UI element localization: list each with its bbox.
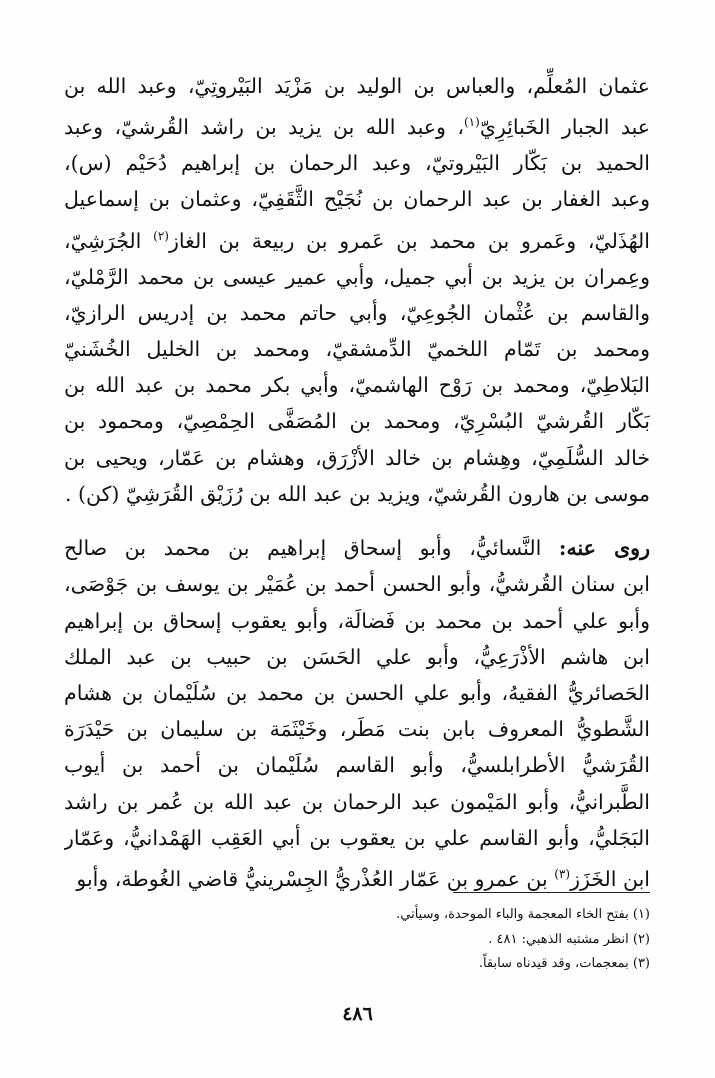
text-line: ومحمد بن تَمّام اللخميّ الدِّمشقيّ، ومحمد بن الخليل الخُشَنيّ (64, 337, 650, 362)
paragraph-teachers (64, 68, 650, 512)
text-line: البَجَليُّ، وأبو القاسم علي بن يعقوب بن أبي العَقِب الهَمْدانيُّ، وعَمّار (64, 825, 650, 850)
text-line: القُرَشيُّ الأطرابلسيُّ، وأبو القاسم سُلَيْمان بن أحمد بن أيوب (64, 753, 650, 778)
footnote-reference: (١) (463, 115, 480, 130)
text-line: بَكّار القُرشيّ البُسْرِيّ، ومحمد بن المُصَفَّى الحِمْصِيّ، ومحمود بن (64, 409, 650, 434)
text-line: الشَّطويُّ المعروف بابن بنت مَطَر، وخَيْثَمَة بن سليمان بن حَيْدَرَة (64, 717, 650, 742)
text-line: الحَصائريُّ الفقيهُ، وأبو علي الحسن بن محمد بن سُلَيْمان بن هشام (64, 680, 650, 705)
text-line: وأبو علي أحمد بن محمد بن فَضالَة، وأبو يعقوب إسحاق بن إبراهيم (64, 608, 650, 633)
text-line: والقاسم بن عُثْمان الجُوعِيّ، وأبي حاتم محمد بن إدريس الرازيّ، (64, 300, 650, 325)
footnote-reference: (٢) (153, 228, 169, 243)
text-segment: عبد الجبار الخَبائِرِيّ (479, 115, 650, 140)
footnote: (٢) انظر مشتبه الذهبي: ٤٨١ . (488, 931, 650, 947)
text-segment: بن عمرو بن عَمّار العُذْريُّ الجِسْرينيُّ قاضي الغُوطة، وأبو (76, 866, 555, 891)
page-number: ٤٨٦ (342, 1003, 373, 1025)
text-segment: ، وعبد الله بن يزيد بن راشد القُرشيّ، وعبد (64, 115, 464, 140)
text-line (64, 530, 650, 566)
text-line: الحميد بن بَكّار البَيْروتيّ، وعبد الرحمان بن إبراهيم دُحَيْم (س)، (64, 151, 650, 176)
text-segment: الهُذَليّ، وعَمرو بن محمد بن عَمرو بن ربيعة بن الغاز (168, 228, 650, 253)
text-line (64, 218, 650, 259)
text-line: خالد السُّلَمِيّ، وهِشام بن خالد الأزْرَق، وهشام بن عَمّار، ويحيى بن (64, 445, 650, 470)
text-line: ابن هاشم الأذْرَعِيُّ، وأبو علي الحَسَن بن حبيب بن عبد الملك (64, 644, 650, 669)
footnote: (٣) بمعجمات، وقد قيدناه سابقاً. (478, 956, 650, 971)
footnotes (260, 903, 650, 977)
footnote-separator (453, 892, 650, 893)
text-line: وعِمران بن يزيد بن أبي جميل، وأبي عمير عيسى بن محمد الرَّمْليّ، (64, 264, 650, 289)
text-line (64, 856, 650, 897)
text-line: ابن سنان القُرشيُّ، وأبو الحسن أحمد بن عُمَيْر بن يوسف بن جَوْصَى، (64, 572, 650, 597)
footnote: (١) بفتح الخاء المعجمة والباء الموحدة، وسيأتي. (396, 907, 650, 922)
text-line: وعبد الغفار بن عبد الرحمان بن نُجَيْح الثَّقَفِيّ، وعثمان بن إسماعيل (64, 187, 650, 212)
text-line: عثمان المُعلِّم، والعباس بن الوليد بن مَزْيَد البَيْروتِيّ، وعبد الله بن (64, 74, 650, 98)
footnote-reference: (٣) (554, 866, 571, 881)
text-line: الطَّبرانيُّ، وأبو المَيْمون عبد الرحمان بن عبد الله بن عُمر بن راشد (64, 789, 650, 814)
text-segment: الجُرَشِيّ، (64, 228, 154, 253)
text-segment: ابن الخَزَز (570, 866, 650, 891)
text-segment: النَّسائيُّ، وأبو إسحاق إبراهيم بن محمد بن صالح (64, 536, 542, 561)
paragraph-students (64, 530, 650, 897)
section-label: روى عنه: (558, 536, 650, 561)
text-line (64, 104, 650, 145)
text-line: البَلاطِيّ، ومحمد بن رَوْح الهاشميّ، وأبي بكر محمد بن عبد الله بن (64, 373, 650, 398)
main-text (64, 68, 650, 897)
text-line: موسى بن هارون القُرشيّ، ويزيد بن عبد الله بن رُزَيْق القُرَشِيّ (كن) . (64, 481, 650, 506)
